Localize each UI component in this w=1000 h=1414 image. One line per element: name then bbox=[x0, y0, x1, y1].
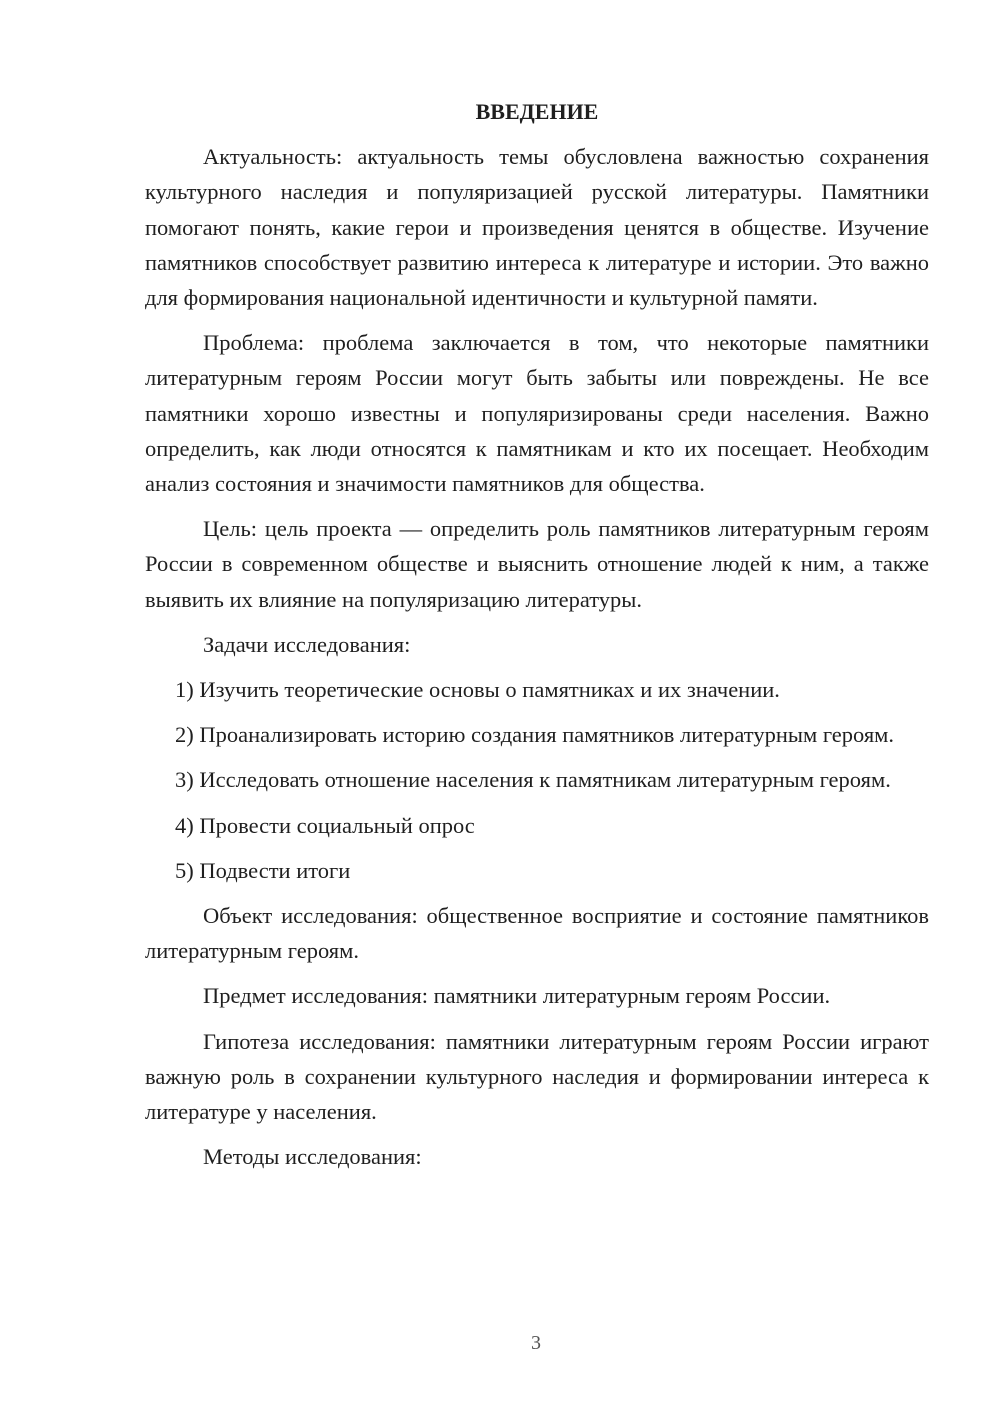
methods-paragraph: Методы исследования: bbox=[203, 1144, 422, 1170]
task-item-4: 4) Провести социальный опрос bbox=[175, 812, 475, 838]
task-item-2: 2) Проанализировать историю создания памятников литературным героям. bbox=[175, 722, 895, 748]
relevance-paragraph: Актуальность: актуальность темы обусловлена важностью сохранения культурного наследия и популяризацией русской литературы. Памятники помогают понять, какие герои и произведения ценятся в обществе. Изучение памятников способствует развитию интереса к литературе и истории. Это важно для формирования национальной идентичности и культурной памяти. bbox=[145, 144, 929, 311]
tasks-intro-paragraph: Задачи исследования: bbox=[203, 631, 411, 657]
hypothesis-paragraph: Гипотеза исследования: памятники литературным героям России играют важную роль в сохранении культурного наследия и формировании интереса к литературе у населения. bbox=[145, 1028, 929, 1125]
goal-paragraph: Цель: цель проекта — определить роль памятников литературным героям России в современном обществе и выяснить отношение людей к ним, а также выявить их влияние на популяризацию литературы. bbox=[145, 516, 929, 612]
task-item-5: 5) Подвести итоги bbox=[175, 857, 351, 883]
page-content bbox=[145, 94, 929, 1174]
problem-paragraph: Проблема: проблема заключается в том, что некоторые памятники литературным героям России могут быть забыты или повреждены. Не все памятники хорошо известны и популяризированы среди населения. Важно определить, как люди относятся к памятникам и кто их посещает. Необходим анализ состояния и значимости памятников для общества. bbox=[145, 330, 929, 497]
task-item-1: 1) Изучить теоретические основы о памятниках и их значении. bbox=[175, 677, 780, 703]
subject-paragraph: Предмет исследования: памятники литературным героям России. bbox=[203, 983, 831, 1009]
section-heading: ВВЕДЕНИЕ bbox=[475, 99, 599, 124]
object-paragraph: Объект исследования: общественное восприятие и состояние памятников литературным героям. bbox=[145, 903, 929, 964]
task-item-3: 3) Исследовать отношение населения к памятникам литературным героям. bbox=[175, 767, 891, 793]
page-number: 3 bbox=[531, 1332, 541, 1354]
